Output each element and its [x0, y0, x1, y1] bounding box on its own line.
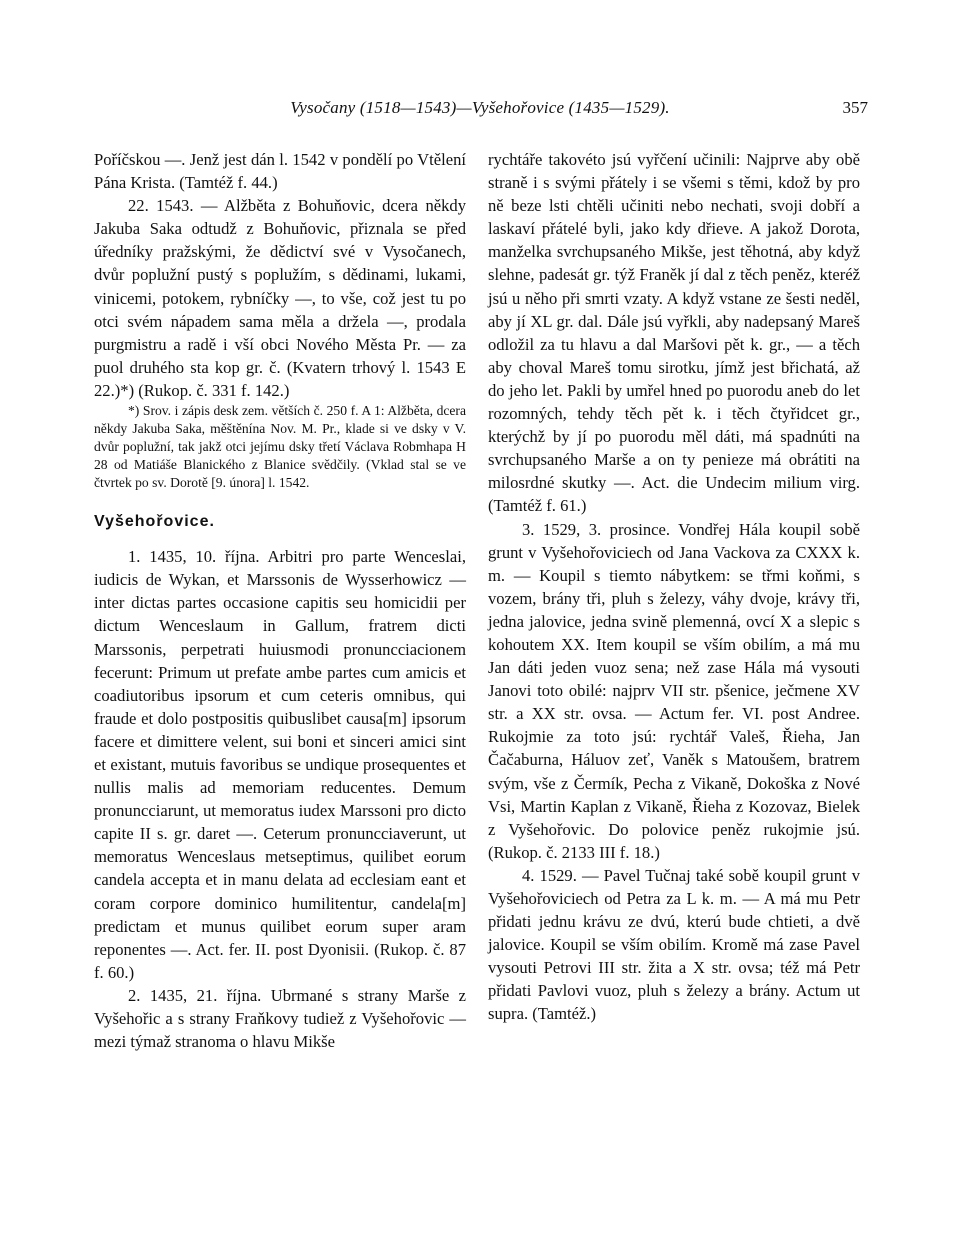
- running-title: Vysočany (1518—1543)—Vyšehořovice (1435—1529).: [290, 98, 670, 117]
- right-column: [488, 148, 860, 1026]
- left-column: [94, 148, 466, 1053]
- footnote: *) Srov. i zápis desk zem. větších č. 250 f. A 1: Alžběta, dcera někdy Jakuba Saka, měštěnína Nov. M. Pr., klade si ve dsky v V. dvůr poplužní, tak jakž otci jejímu dsky třetí Václava Robmhapa H 28 od Matiáše Blanického z Blanice svědčily. (Vklad stal se ve čtvrtek po sv. Dorotě [9. února] l. 1542.: [94, 403, 466, 491]
- running-header: [92, 96, 868, 126]
- paragraph: 3. 1529, 3. prosince. Vondřej Hála koupil sobě grunt v Vyšehořoviciech od Jana Vackova za CXXX k. m. — Koupil s tiemto nábytkem: se třmi koňmi, s vozem, brány tři, pluh s železy, váhy dvoje, krávy tři, jedna jalovice, jedna svině plemenná, ovcí X a slepic s kohoutem XX. Item koupil se vším obilím, a má mu Jan dáti jeden vuoz sena; než zase Hála má vysouti Janovi toto obilé: najprv VII str. pšenice, ječmene XV str. a XX str. ovsa. — Actum fer. VI. post Andree. Rukojmie za toto jsú: rychtář Valeš, Řieha, Jan Čačaburna, Háluov zeť, Vaněk s Matoušem, bratrem svým, vše z Čermík, Pecha z Vikaně, Dokoška z Nové Vsi, Martin Kaplan z Vikaně, Řieha z Kozovaz, Bielek z Vyšehořovic. Do polovice peněz rukojmie jsú. (Rukop. č. 2133 III f. 18.): [488, 519, 860, 862]
- page-number: 357: [842, 98, 868, 117]
- paragraph: 1. 1435, 10. října. Arbitri pro parte Wenceslai, iudicis de Wykan, et Marssonis de Wysserhowicz — inter dictas partes occasione capitis seu homicidii per dictum Wenceslaum in Gallum, fratrem dicti Marssonis, perpetrati huiusmodi pronuncciacionem fecerunt: Primum ut prefate ambe partes cum amicis et coadiutoribus ipsorum et cum ceteris omnibus, qui fraude et dolo postpositis quibuslibet causa[m] ipsorum facere et dimittere velent, sui boni et sinceri amici sint et existant, mutuis favoribus se undique prosequentes et nullis malis ad memoriam reducentes. Demum pronuncciarunt, ut memoratus iudex Marssoni pro dicto capite II s. gr. daret —. Ceterum pronuncciaverunt, ut memoratus Wenceslaus metseptimus, quilibet eorum candela accepta et in manu delata ad ecclesiam eant et coram corpore dominico humilitentur, candela[m] predictam et munus quilibet eorum super aram reponentes —. Act. fer. II. post Dyonisii. (Rukop. č. 87 f. 60.): [94, 547, 466, 982]
- paragraph: Poříčskou —. Jenž jest dán l. 1542 v pondělí po Vtělení Pána Krista. (Tamtéž f. 44.): [94, 150, 466, 193]
- paragraph: 2. 1435, 21. října. Ubrmané s strany Marše z Vyšehořic a s strany Fraňkovy tudiež z Vyšehořovic — mezi týmaž stranoma o hlavu Mikše: [94, 985, 466, 1052]
- section-heading: Vyšehořovice.: [94, 513, 215, 531]
- paragraph: rychtáře takovéto jsú vyřčení učinili: Najprve aby obě straně i s svými přátely i se všemi s těmi, kdož by pro ně beze lsti chtěli učiniti nebo nechati, svoji dobří a laskaví přátelé byli, jako kdy dřieve. A jakož Dorota, manželka svrchupsaného Mikše, jest těhotná, aby když slehne, padesát gr. týž Franěk jí dal z těch peněz, kteréž jsú u něho při smrti vzaty. A když vstane ze šesti neděl, aby jí XL gr. dal. Dále jsú vyřkli, aby nadepsaný Mareš odložil za tu hlavu a dal Maršovi pět k. gr., — a těch aby choval Mareš tomu sirotku, jímž jest břichatá, až do jeho let. Pakli by umřel hned po puorodu aneb do let rozomných, tehdy těch pět k. i těch čtyřidcet gr., kterýchž by jí po puorodu měl dáti, má spadnúti na svrchupsaného Marše a on ty penieze má obrátiti na milosrdné skutky —. Act. die Undecim milium virg. (Tamtéž f. 61.): [488, 150, 860, 516]
- paragraph: 22. 1543. — Alžběta z Bohuňovic, dcera někdy Jakuba Saka odtudž z Bohuňovic, přiznala se před úředníky pražskými, že dědictví své v Vysočanech, dvůr poplužní pustý s poplužím, s dědinami, lukami, vinicemi, potokem, rybníčky —, to vše, což jest tu po otci svém nápadem sama měla a držela —, prodala purgmistru a radě i vší obci Nového Města Pr. — za puol druhého sta kop gr. č. (Kvatern trhový l. 1543 E 22.)*) (Rukop. č. 331 f. 142.): [94, 196, 466, 400]
- paragraph: 4. 1529. — Pavel Tučnaj také sobě koupil grunt v Vyšehořoviciech od Petra za L k. m. — A má mu Petr přidati jednu krávu ze dvú, kterú bude chtieti, a dvě jalovice. Koupil se vším obilím. Kromě má zase Pavel vysouti Petrovi III str. žita a X str. ovsa; též má Petr přidati Pavlovi vuoz, pluh s železy a brány. Actum ut supra. (Tamtéž.): [488, 865, 860, 1024]
